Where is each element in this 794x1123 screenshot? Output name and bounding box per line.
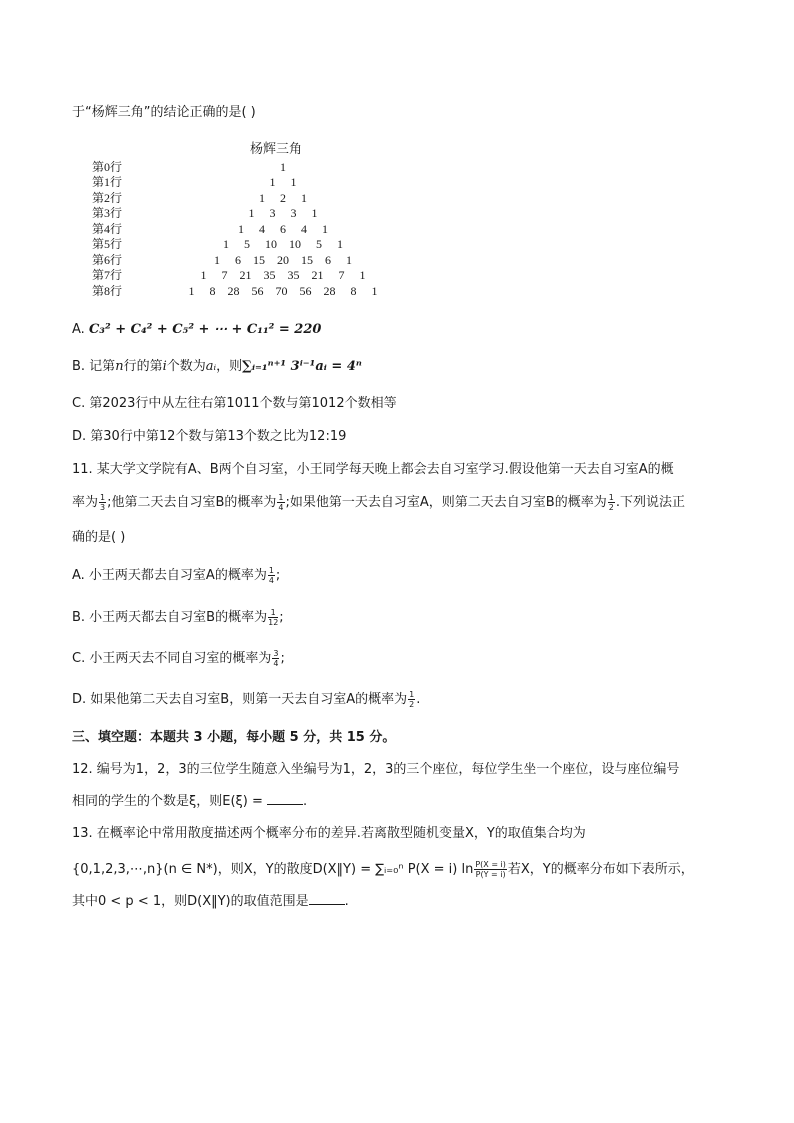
triangle-row-label: 第8行 [92,284,123,298]
frac-den: 4 [273,659,279,668]
q13-stem-line2 [72,860,694,880]
stem-text: ;如果他第一天去自习室A，则第二天去自习室B的概率为 [285,495,607,510]
section-heading: 三、填空题：本题共 3 小题，每小题 5 分，共 15 分。 [72,730,396,745]
triangle-row-values: 1 7 21 35 35 21 7 1 [200,268,366,282]
triangle-row-label: 第1行 [92,175,123,189]
option-text: D. 如果他第二天去自习室B，则第一天去自习室A的概率为 [72,692,408,707]
triangle-row-values: 1 6 15 20 15 6 1 [214,253,352,267]
triangle-row-values: 1 3 3 1 [248,206,318,220]
stem-text: {0,1,2,3,⋯,n}(n ∈ N*)，则X，Y的散度D(X‖Y) = ∑ᵢ₌₀ⁿ P(X = i) ln [72,862,474,877]
triangle-row-label: 第3行 [92,206,123,220]
frac-num: 1 [268,608,278,618]
fraction-1-2 [608,493,615,512]
var-i: i [162,359,167,374]
q10-stem-tail: 于“杨辉三角”的结论正确的是( ) [72,105,256,120]
stem-text: ;他第二天去自习室B的概率为 [107,495,277,510]
triangle-row-label: 第6行 [92,253,123,267]
triangle-row-values: 1 5 10 10 5 1 [223,237,343,251]
triangle-row-values: 1 4 6 4 1 [238,222,328,236]
frac-den: 12 [268,618,279,627]
answer-blank[interactable] [309,894,345,905]
punct: ; [275,568,281,583]
option-text: B. 小王两天都去自习室B的概率为 [72,610,268,625]
frac-den: 4 [278,503,284,512]
frac-num: 1 [608,493,614,502]
frac-num: 1 [100,493,106,502]
option-letter: A. [72,322,85,337]
option-text: 个数为 [166,359,206,374]
option-a-formula: C₃² + C₄² + C₅² + ⋯ + C₁₁² = 220 [88,322,322,337]
frac-num: 1 [409,690,415,699]
option-text: A. 小王两天都去自习室A的概率为 [72,568,267,583]
var-ai: aᵢ [205,359,217,374]
q13-stem-line3 [72,892,349,912]
triangle-row-values: 1 1 [269,175,297,189]
q10-option-b [72,357,362,377]
fraction-1-3 [99,493,106,512]
punct: . [303,794,308,809]
stem-text: .下列说法正 [615,495,685,510]
triangle-row-values: 1 8 28 56 70 56 28 8 1 [188,284,378,298]
frac-den: 3 [100,503,106,512]
punct: . [344,894,349,909]
frac-den: 4 [268,576,274,585]
option-text: ，则 [216,359,243,374]
fraction [272,649,279,668]
q10-option-c: C. 第2023行中从左往右第1011个数与第1012个数相等 [72,396,397,411]
frac-den: P(Y = i) [475,870,506,879]
q11-stem-line1: 11. 某大学文学院有A、B两个自习室，小王同学每天晚上都会去自习室学习.假设他第一天去自习室A的概 [72,462,674,477]
frac-den: 2 [608,503,614,512]
frac-num: 1 [268,566,274,575]
fraction-pxi-pyi [474,860,507,879]
option-b-formula: ∑ᵢ₌₁ⁿ⁺¹ 3ⁱ⁻¹aᵢ = 4ⁿ [242,359,362,374]
triangle-row-values: 1 [280,160,286,174]
q11-option-b [72,608,284,628]
q12-stem-line2 [72,792,307,812]
punct: ; [280,651,285,666]
stem-text: 其中0 < p < 1，则D(X‖Y)的取值范围是 [72,894,309,909]
fraction [268,566,275,585]
var-n: n [115,359,124,374]
triangle-row-label: 第5行 [92,237,123,251]
fraction [408,690,415,709]
q10-option-d: D. 第30行中第12个数与第13个数之比为12:19 [72,429,347,444]
frac-den: 2 [409,700,415,709]
q10-option-a [72,320,321,340]
punct: . [416,692,421,707]
stem-text: 相同的学生的个数是ξ，则E(ξ) = [72,794,268,809]
q11-option-c [72,649,285,669]
frac-num: 3 [273,649,279,658]
fraction-1-4 [277,493,284,512]
q11-option-d [72,690,420,710]
answer-blank[interactable] [267,794,303,805]
punct: ; [279,610,284,625]
triangle-row-values: 1 2 1 [259,191,307,205]
stem-text: 若X，Y的概率分布如下表所示， [507,862,694,877]
option-text: 行的第 [123,359,163,374]
q12-stem-line1: 12. 编号为1，2，3的三位学生随意入坐编号为1，2，3的三个座位，每位学生坐一个座位，设与座位编号 [72,762,680,777]
q11-stem-line3: 确的是( ) [72,530,126,545]
triangle-row-label: 第2行 [92,191,123,205]
triangle-row-label: 第0行 [92,160,123,174]
frac-num: P(X = i) [475,860,506,869]
q11-option-a [72,566,280,586]
frac-num: 1 [278,493,284,502]
stem-text: 率为 [72,495,99,510]
option-text: B. 记第 [72,359,116,374]
fraction [268,608,278,627]
q13-stem-line1: 13. 在概率论中常用散度描述两个概率分布的差异.若离散型随机变量X，Y的取值集合均为 [72,826,586,841]
triangle-title: 杨辉三角 [250,141,303,156]
triangle-row-label: 第7行 [92,268,123,282]
q11-stem-line2 [72,493,685,513]
option-text: C. 小王两天去不同自习室的概率为 [72,651,272,666]
triangle-row-label: 第4行 [92,222,123,236]
